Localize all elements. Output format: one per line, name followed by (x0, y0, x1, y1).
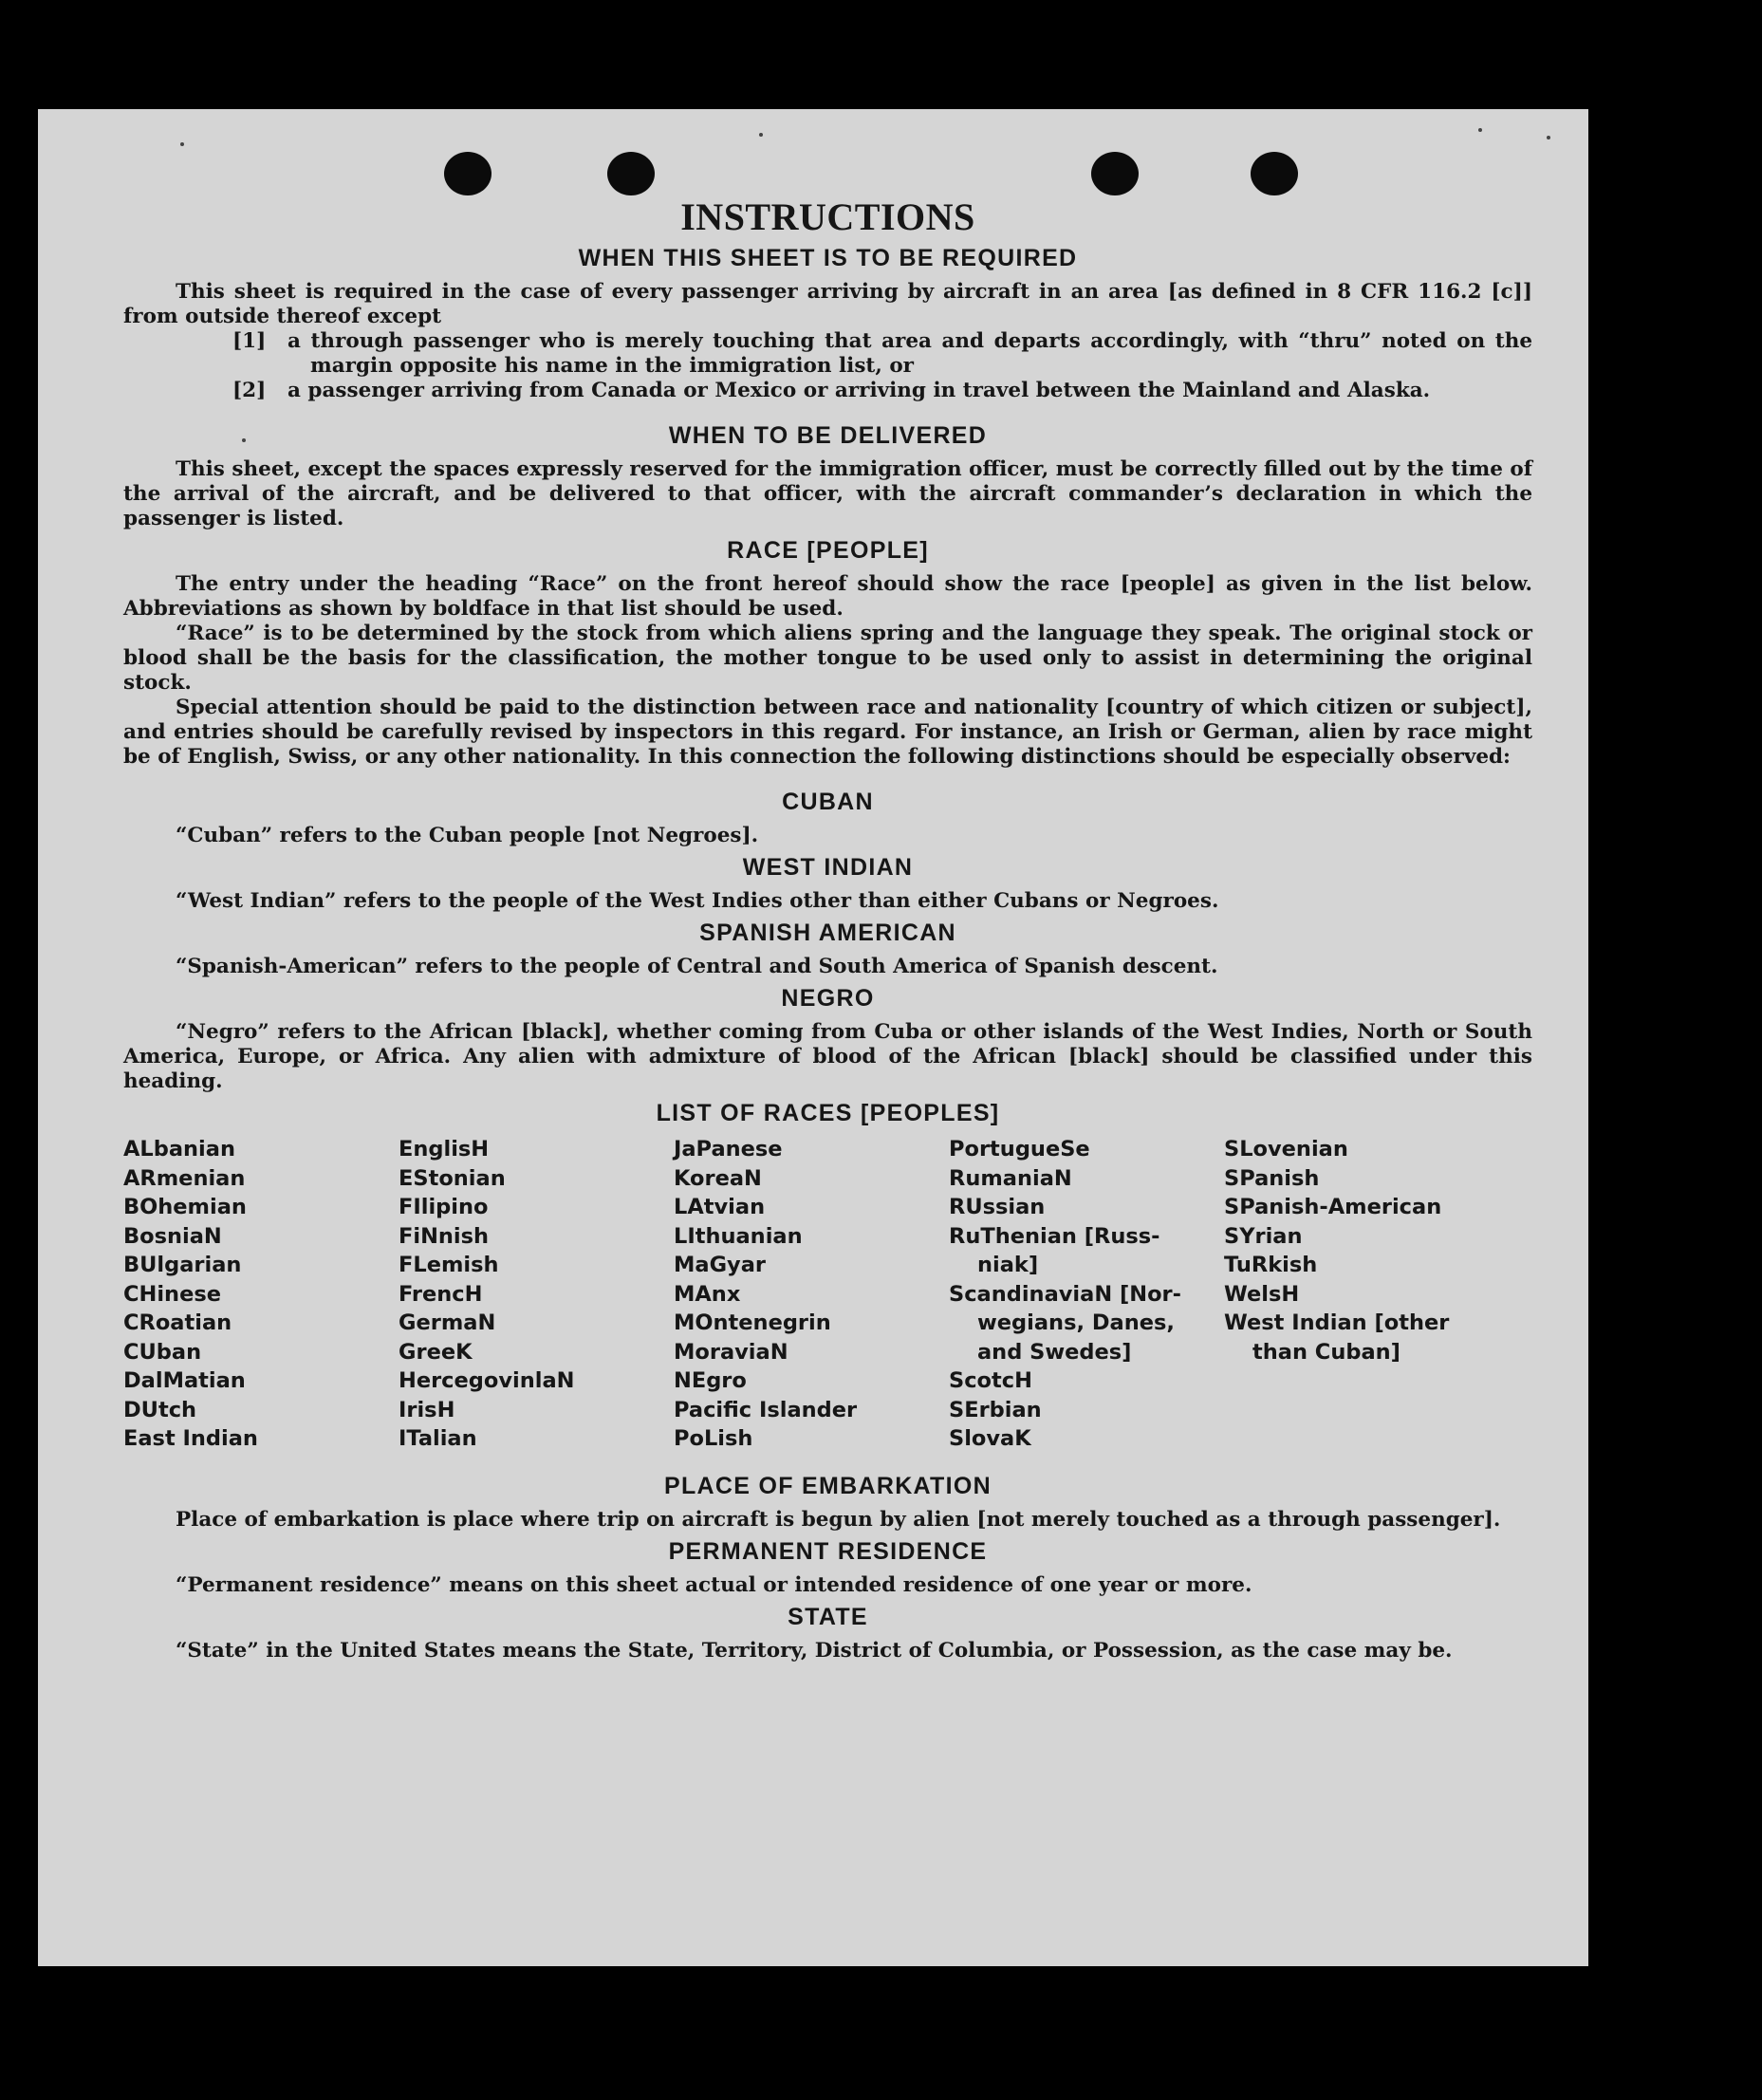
race-entry: SPanish-American (1224, 1195, 1442, 1219)
race-entry: FiNnish (399, 1223, 490, 1249)
document-sheet (38, 109, 1588, 1966)
race-entry: MoraviaN (674, 1339, 788, 1365)
item-text: a through passenger who is merely touching that area and departs accordingly, with “thru” noted on the margin opposite his name in the immigration list, or (287, 329, 1532, 378)
race-entry: GreeK (399, 1339, 473, 1365)
section-heading-west-indian: WEST INDIAN (742, 854, 914, 881)
race-entry: FrencH (399, 1281, 483, 1307)
race-entry: PortugueSe (949, 1137, 1090, 1162)
race-entry: GermaN (399, 1310, 496, 1335)
race-entry: ITalian (399, 1426, 477, 1451)
race-entry: SLovenian (1224, 1137, 1348, 1162)
race-entry: NEgro (674, 1368, 747, 1393)
races-column (949, 1135, 1224, 1454)
race-entry: FIlipino (399, 1195, 489, 1219)
race-entry: MAnx (674, 1281, 741, 1307)
race-entry: CRoatian (123, 1310, 232, 1335)
race-entry: SYrian (1224, 1223, 1303, 1249)
race-entry: DalMatian (123, 1368, 246, 1393)
race-entry: ScotcH (949, 1368, 1032, 1393)
race-entry: LAtvian (674, 1195, 766, 1219)
document-body (123, 195, 1532, 1663)
section-heading-race: RACE [PEOPLE] (727, 537, 929, 564)
race-entry: WelsH (1224, 1281, 1300, 1307)
exception-item (232, 329, 1532, 379)
section-heading-permanent-residence: PERMANENT RESIDENCE (668, 1537, 988, 1565)
spanish-american-text: “Spanish-American” refers to the people of Central and South America of Spanish descent. (176, 955, 1218, 978)
punch-hole (1091, 152, 1139, 195)
section-heading-negro: NEGRO (781, 985, 875, 1012)
race-entry: SlovaK (949, 1426, 1031, 1451)
west-indian-text: “West Indian” refers to the people of the West Indies other than either Cubans or Negroes. (176, 889, 1219, 913)
speck (1547, 136, 1550, 139)
punch-hole (607, 152, 655, 195)
race-entry: ALbanian (123, 1137, 235, 1162)
race-entry: MaGyar (674, 1253, 766, 1277)
speck (759, 133, 763, 137)
race-entry: IrisH (399, 1397, 455, 1422)
punch-hole (444, 152, 492, 195)
race-paragraph: The entry under the heading “Race” on the front hereof should show the race [people] as given in the list below. Abbreviations as shown by boldface in that list should be used. (123, 572, 1532, 621)
when-delivered-text: This sheet, except the spaces expressly reserved for the immigration officer, must be correctly filled out by the time of the arrival of the aircraft, and be delivered to that officer, with the aircraft commander’s declaration in which the passenger is listed. (123, 457, 1532, 530)
section-heading-state: STATE (788, 1603, 868, 1630)
section-heading-spanish-american: SPANISH AMERICAN (699, 920, 956, 946)
race-entry: BosniaN (123, 1223, 222, 1249)
race-entry: SErbian (949, 1397, 1042, 1422)
race-entry: EnglisH (399, 1137, 490, 1162)
race-entry: EStonian (399, 1165, 506, 1191)
item-text: a passenger arriving from Canada or Mexico or arriving in travel between the Mainland and Alaska. (287, 379, 1431, 402)
race-entry: RuThenian [Russ- (949, 1223, 1160, 1249)
race-entry: niak] (977, 1253, 1039, 1277)
race-entry: KoreaN (674, 1165, 762, 1191)
race-entry: DUtch (123, 1397, 197, 1422)
race-entry: SPanish (1224, 1165, 1320, 1191)
race-entry: MOntenegrin (674, 1310, 831, 1335)
section-heading-list-of-races: LIST OF RACES [PEOPLES] (656, 1100, 1000, 1126)
race-paragraph: “Race” is to be determined by the stock from which aliens spring and the language they speak. The original stock or blood shall be the basis for the classification, the mother tongue to be used only to assist in determining the original stock. (123, 622, 1532, 695)
race-entry: LIthuanian (674, 1223, 803, 1249)
negro-text: “Negro” refers to the African [black], whether coming from Cuba or other islands of the West Indies, North or South America, Europe, or Africa. Any alien with admixture of blood of the African [black] should be classified under this heading. (123, 1020, 1532, 1093)
race-entry: RumaniaN (949, 1165, 1072, 1191)
race-entry: JaPanese (674, 1137, 783, 1162)
state-text: “State” in the United States means the State, Territory, District of Columbia, or Possession, as the case may be. (176, 1638, 1453, 1663)
race-entry: than Cuban] (1252, 1339, 1400, 1365)
cuban-text: “Cuban” refers to the Cuban people [not Negroes]. (176, 824, 759, 847)
races-column (674, 1135, 949, 1454)
section-heading-embarkation: PLACE OF EMBARKATION (664, 1472, 992, 1499)
permanent-residence-text: “Permanent residence” means on this sheet actual or intended residence of one year or more. (176, 1572, 1252, 1597)
race-entry: ARmenian (123, 1165, 246, 1191)
race-entry: Pacific Islander (674, 1397, 858, 1422)
races-column (399, 1135, 674, 1454)
race-entry: CHinese (123, 1281, 221, 1307)
race-entry: East Indian (123, 1426, 258, 1451)
item-number: [2] (232, 379, 267, 402)
section-heading-cuban: CUBAN (782, 789, 874, 815)
race-entry: BUlgarian (123, 1253, 242, 1277)
speck (1478, 128, 1482, 132)
race-entry: PoLish (674, 1426, 753, 1451)
when-required-intro: This sheet is required in the case of every passenger arriving by aircraft in an area [as defined in 8 CFR 116.2 [c]] from outside thereof except (123, 280, 1532, 328)
document-title: INSTRUCTIONS (680, 195, 975, 238)
punch-hole (1251, 152, 1298, 195)
section-heading-when-required: WHEN THIS SHEET IS TO BE REQUIRED (578, 245, 1078, 271)
race-entry: FLemish (399, 1253, 499, 1277)
race-entry: and Swedes] (977, 1339, 1132, 1365)
item-number: [1] (232, 329, 267, 353)
race-entry: TuRkish (1224, 1253, 1318, 1277)
race-entry: wegians, Danes, (977, 1310, 1175, 1335)
race-entry: BOhemian (123, 1195, 247, 1219)
races-column (123, 1135, 399, 1454)
race-entry: CUban (123, 1339, 202, 1365)
section-heading-when-delivered: WHEN TO BE DELIVERED (668, 422, 988, 449)
race-entry: HercegovinlaN (399, 1368, 575, 1393)
races-list (123, 1135, 1499, 1454)
speck (180, 142, 184, 146)
race-entry: West Indian [other (1224, 1310, 1450, 1335)
embarkation-text: Place of embarkation is place where trip on aircraft is begun by alien [not merely touched as a through passenger]. (176, 1507, 1501, 1532)
races-column (1224, 1135, 1499, 1454)
race-entry: RUssian (949, 1195, 1046, 1219)
race-paragraph: Special attention should be paid to the distinction between race and nationality [country of which citizen or subject], and entries should be carefully revised by inspectors in this regard. For instance, an Irish or German, alien by race might be of English, Swiss, or any other nationality. In this connection the following distinctions should be especially observed: (123, 696, 1532, 769)
exception-item (232, 379, 1532, 403)
race-entry: ScandinaviaN [Nor- (949, 1281, 1181, 1307)
